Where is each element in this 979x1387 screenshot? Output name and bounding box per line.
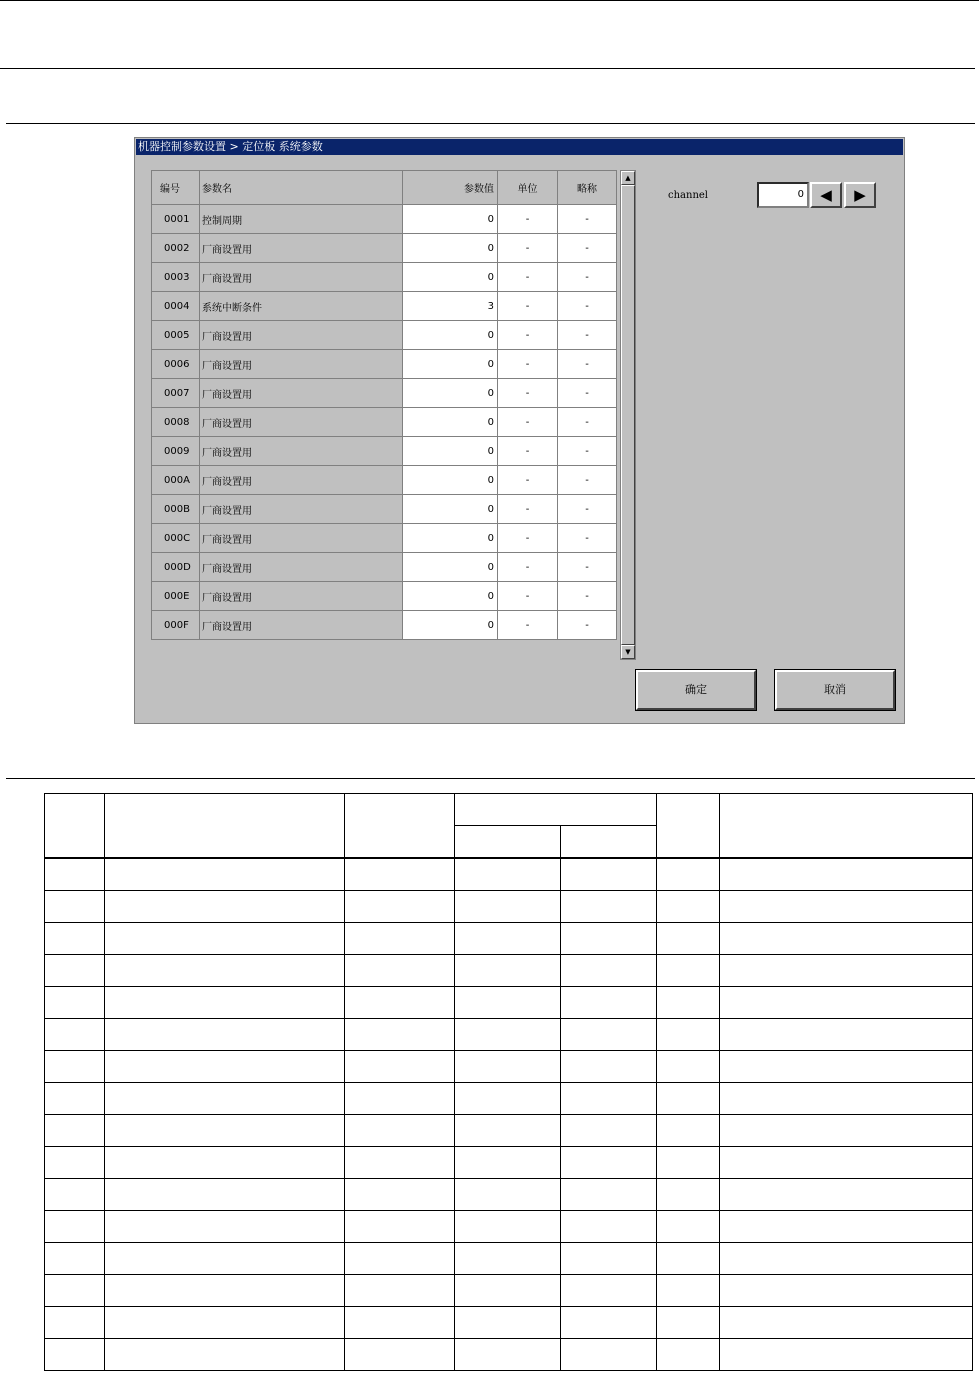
blank-cell: [720, 858, 973, 891]
blank-cell: [657, 923, 720, 955]
blank-cell: [657, 1179, 720, 1211]
row-unit: -: [498, 408, 558, 437]
blank-cell: [345, 1147, 455, 1179]
blank-header-cell: [657, 794, 720, 859]
row-number: 000E: [152, 582, 200, 611]
blank-header-cell: [455, 826, 561, 859]
row-abbr: -: [558, 234, 617, 263]
blank-cell: [105, 1211, 345, 1243]
blank-cell: [657, 1115, 720, 1147]
blank-cell: [561, 1019, 657, 1051]
col-header-no: 编号: [152, 171, 200, 205]
row-number: 0004: [152, 292, 200, 321]
row-abbr: -: [558, 582, 617, 611]
blank-cell: [561, 1083, 657, 1115]
blank-cell: [720, 1147, 973, 1179]
blank-cell: [45, 1019, 105, 1051]
blank-cell: [45, 955, 105, 987]
blank-row: [45, 1051, 973, 1083]
row-param-name: 厂商设置用: [200, 408, 403, 437]
blank-cell: [105, 891, 345, 923]
blank-cell: [455, 1147, 561, 1179]
blank-cell: [561, 1307, 657, 1339]
ok-button[interactable]: 确定: [636, 670, 756, 710]
blank-cell: [720, 1115, 973, 1147]
blank-cell: [45, 1243, 105, 1275]
blank-cell: [720, 1307, 973, 1339]
blank-cell: [105, 1051, 345, 1083]
blank-cell: [345, 1243, 455, 1275]
scroll-thumb[interactable]: [621, 185, 635, 645]
row-abbr: -: [558, 495, 617, 524]
col-header-unit: 单位: [498, 171, 558, 205]
blank-cell: [345, 1211, 455, 1243]
row-number: 000A: [152, 466, 200, 495]
row-number: 0007: [152, 379, 200, 408]
blank-cell: [561, 923, 657, 955]
row-number: 000D: [152, 553, 200, 582]
blank-cell: [345, 1051, 455, 1083]
blank-cell: [105, 1019, 345, 1051]
grid-row[interactable]: [152, 321, 617, 350]
blank-cell: [345, 1115, 455, 1147]
section-rule-2: [6, 123, 975, 124]
row-number: 0005: [152, 321, 200, 350]
blank-cell: [45, 1179, 105, 1211]
blank-cell: [561, 891, 657, 923]
row-param-name: 厂商设置用: [200, 379, 403, 408]
blank-cell: [657, 858, 720, 891]
row-abbr: -: [558, 524, 617, 553]
blank-cell: [455, 1339, 561, 1371]
row-param-name: 厂商设置用: [200, 321, 403, 350]
row-param-value[interactable]: 0: [403, 495, 498, 524]
blank-cell: [720, 955, 973, 987]
blank-cell: [345, 891, 455, 923]
blank-cell: [455, 1275, 561, 1307]
blank-row: [45, 987, 973, 1019]
blank-cell: [561, 1147, 657, 1179]
row-param-name: 厂商设置用: [200, 350, 403, 379]
row-unit: -: [498, 350, 558, 379]
blank-row: [45, 1083, 973, 1115]
row-param-value[interactable]: 0: [403, 379, 498, 408]
blank-row: [45, 858, 973, 891]
row-abbr: -: [558, 408, 617, 437]
grid-row[interactable]: [152, 292, 617, 321]
row-abbr: -: [558, 205, 617, 234]
row-abbr: -: [558, 466, 617, 495]
blank-cell: [45, 1051, 105, 1083]
row-unit: -: [498, 379, 558, 408]
blank-cell: [720, 1019, 973, 1051]
blank-cell: [455, 858, 561, 891]
blank-cell: [105, 1083, 345, 1115]
blank-cell: [657, 1051, 720, 1083]
blank-cell: [45, 1307, 105, 1339]
row-param-name: 厂商设置用: [200, 466, 403, 495]
blank-cell: [561, 987, 657, 1019]
grid-row[interactable]: [152, 350, 617, 379]
blank-cell: [345, 923, 455, 955]
blank-cell: [105, 1243, 345, 1275]
row-param-value[interactable]: 0: [403, 466, 498, 495]
row-abbr: -: [558, 292, 617, 321]
blank-cell: [561, 1243, 657, 1275]
grid-row[interactable]: [152, 234, 617, 263]
channel-next-button[interactable]: [844, 182, 876, 208]
col-header-abbr: 略称: [558, 171, 617, 205]
row-param-value[interactable]: 0: [403, 321, 498, 350]
blank-cell: [561, 1051, 657, 1083]
triangle-right-icon: ▶: [854, 186, 866, 204]
blank-cell: [561, 1211, 657, 1243]
blank-cell: [345, 1083, 455, 1115]
blank-cell: [657, 1307, 720, 1339]
row-number: 0008: [152, 408, 200, 437]
blank-cell: [105, 1115, 345, 1147]
row-param-value[interactable]: 0: [403, 524, 498, 553]
section-rule-3: [6, 778, 975, 779]
blank-cell: [455, 1083, 561, 1115]
parameter-grid: [151, 170, 617, 640]
top-rule: [0, 0, 979, 1]
blank-cell: [561, 1275, 657, 1307]
blank-row: [45, 1243, 973, 1275]
row-param-value[interactable]: 0: [403, 263, 498, 292]
row-param-value[interactable]: 3: [403, 292, 498, 321]
section-rule-1: [0, 68, 975, 69]
blank-cell: [720, 1051, 973, 1083]
blank-cell: [45, 891, 105, 923]
blank-cell: [455, 1211, 561, 1243]
blank-cell: [345, 987, 455, 1019]
grid-row[interactable]: [152, 466, 617, 495]
scroll-up-arrow-icon[interactable]: ▲: [621, 171, 635, 185]
blank-cell: [720, 1083, 973, 1115]
grid-row[interactable]: [152, 205, 617, 234]
channel-label: channel: [668, 190, 708, 201]
blank-header-cell: [720, 794, 973, 859]
channel-input[interactable]: 0: [757, 182, 809, 208]
blank-cell: [561, 955, 657, 987]
grid-row[interactable]: [152, 553, 617, 582]
blank-header-cell: [345, 794, 455, 859]
grid-row[interactable]: [152, 437, 617, 466]
row-param-name: 控制周期: [200, 205, 403, 234]
row-abbr: -: [558, 263, 617, 292]
row-param-value[interactable]: 0: [403, 437, 498, 466]
blank-row: [45, 891, 973, 923]
row-param-name: 厂商设置用: [200, 553, 403, 582]
row-unit: -: [498, 582, 558, 611]
blank-cell: [455, 1115, 561, 1147]
row-unit: -: [498, 292, 558, 321]
row-number: 0003: [152, 263, 200, 292]
blank-header-cell: [105, 794, 345, 859]
blank-cell: [720, 1179, 973, 1211]
blank-cell: [720, 1275, 973, 1307]
blank-cell: [45, 987, 105, 1019]
blank-row: [45, 923, 973, 955]
blank-row: [45, 1147, 973, 1179]
blank-cell: [720, 891, 973, 923]
blank-row: [45, 1275, 973, 1307]
row-param-name: 系统中断条件: [200, 292, 403, 321]
grid-row[interactable]: [152, 524, 617, 553]
row-number: 000B: [152, 495, 200, 524]
blank-cell: [657, 987, 720, 1019]
row-abbr: -: [558, 437, 617, 466]
blank-cell: [345, 1019, 455, 1051]
blank-row: [45, 1179, 973, 1211]
blank-form-table: [44, 793, 973, 1371]
row-unit: -: [498, 495, 558, 524]
row-param-value[interactable]: 0: [403, 205, 498, 234]
blank-cell: [105, 1339, 345, 1371]
blank-cell: [657, 1147, 720, 1179]
blank-row: [45, 1115, 973, 1147]
row-param-value[interactable]: 0: [403, 350, 498, 379]
row-number: 0001: [152, 205, 200, 234]
blank-row: [45, 1019, 973, 1051]
blank-cell: [657, 891, 720, 923]
blank-cell: [345, 955, 455, 987]
blank-cell: [105, 1275, 345, 1307]
row-unit: -: [498, 466, 558, 495]
blank-cell: [455, 1307, 561, 1339]
row-param-name: 厂商设置用: [200, 495, 403, 524]
row-unit: -: [498, 263, 558, 292]
blank-cell: [455, 1019, 561, 1051]
row-number: 0006: [152, 350, 200, 379]
channel-prev-button[interactable]: [810, 182, 842, 208]
blank-header-cell: [561, 826, 657, 859]
blank-cell: [105, 1179, 345, 1211]
blank-cell: [105, 1307, 345, 1339]
blank-row: [45, 1339, 973, 1371]
col-header-name: 参数名: [200, 171, 403, 205]
blank-cell: [657, 1211, 720, 1243]
blank-cell: [345, 1339, 455, 1371]
grid-row[interactable]: [152, 263, 617, 292]
blank-cell: [45, 1115, 105, 1147]
row-param-name: 厂商设置用: [200, 611, 403, 640]
parameter-dialog: [134, 137, 905, 724]
blank-cell: [657, 955, 720, 987]
grid-row[interactable]: [152, 611, 617, 640]
row-abbr: -: [558, 379, 617, 408]
blank-cell: [657, 1019, 720, 1051]
blank-cell: [45, 858, 105, 891]
blank-cell: [657, 1275, 720, 1307]
blank-cell: [561, 1179, 657, 1211]
blank-cell: [720, 987, 973, 1019]
blank-cell: [561, 1115, 657, 1147]
row-number: 0009: [152, 437, 200, 466]
row-unit: -: [498, 234, 558, 263]
row-param-value[interactable]: 0: [403, 234, 498, 263]
blank-row: [45, 1307, 973, 1339]
blank-row: [45, 1211, 973, 1243]
blank-cell: [720, 1339, 973, 1371]
dialog-titlebar: [136, 139, 903, 155]
blank-cell: [345, 858, 455, 891]
row-param-name: 厂商设置用: [200, 524, 403, 553]
blank-header-row: [45, 794, 973, 826]
row-number: 000C: [152, 524, 200, 553]
row-param-name: 厂商设置用: [200, 234, 403, 263]
row-unit: -: [498, 437, 558, 466]
grid-row[interactable]: [152, 408, 617, 437]
blank-header-cell: [45, 794, 105, 859]
row-number: 0002: [152, 234, 200, 263]
blank-header-cell: [455, 794, 657, 826]
blank-cell: [657, 1339, 720, 1371]
blank-cell: [455, 1051, 561, 1083]
blank-cell: [45, 923, 105, 955]
blank-cell: [657, 1243, 720, 1275]
blank-cell: [720, 923, 973, 955]
row-param-value[interactable]: 0: [403, 611, 498, 640]
row-unit: -: [498, 321, 558, 350]
grid-row[interactable]: [152, 495, 617, 524]
blank-cell: [345, 1179, 455, 1211]
blank-cell: [105, 955, 345, 987]
row-param-value[interactable]: 0: [403, 553, 498, 582]
blank-cell: [105, 1147, 345, 1179]
row-number: 000F: [152, 611, 200, 640]
blank-cell: [455, 1243, 561, 1275]
row-param-value[interactable]: 0: [403, 408, 498, 437]
row-param-value[interactable]: 0: [403, 582, 498, 611]
grid-scrollbar[interactable]: [620, 170, 636, 660]
blank-cell: [455, 923, 561, 955]
blank-cell: [720, 1243, 973, 1275]
blank-cell: [720, 1211, 973, 1243]
blank-row: [45, 955, 973, 987]
row-param-name: 厂商设置用: [200, 263, 403, 292]
row-abbr: -: [558, 611, 617, 640]
blank-cell: [45, 1339, 105, 1371]
row-param-name: 厂商设置用: [200, 437, 403, 466]
blank-cell: [105, 987, 345, 1019]
row-abbr: -: [558, 553, 617, 582]
grid-header-row: [152, 171, 617, 205]
blank-cell: [45, 1083, 105, 1115]
blank-cell: [105, 923, 345, 955]
blank-cell: [455, 987, 561, 1019]
blank-cell: [45, 1147, 105, 1179]
row-abbr: -: [558, 350, 617, 379]
row-unit: -: [498, 553, 558, 582]
blank-cell: [455, 891, 561, 923]
blank-cell: [455, 1179, 561, 1211]
blank-cell: [455, 955, 561, 987]
scroll-down-arrow-icon[interactable]: ▼: [621, 645, 635, 659]
blank-cell: [657, 1083, 720, 1115]
row-unit: -: [498, 205, 558, 234]
blank-cell: [561, 1339, 657, 1371]
row-param-name: 厂商设置用: [200, 582, 403, 611]
row-unit: -: [498, 611, 558, 640]
col-header-value: 参数值: [403, 171, 498, 205]
cancel-button[interactable]: 取消: [775, 670, 895, 710]
row-unit: -: [498, 524, 558, 553]
blank-cell: [561, 858, 657, 891]
dialog-title: 机器控制参数设置 > 定位板 系统参数: [138, 140, 323, 153]
blank-cell: [45, 1211, 105, 1243]
row-abbr: -: [558, 321, 617, 350]
blank-cell: [45, 1275, 105, 1307]
grid-row[interactable]: [152, 582, 617, 611]
blank-cell: [105, 858, 345, 891]
blank-cell: [345, 1275, 455, 1307]
triangle-left-icon: ◀: [820, 186, 832, 204]
grid-row[interactable]: [152, 379, 617, 408]
blank-cell: [345, 1307, 455, 1339]
